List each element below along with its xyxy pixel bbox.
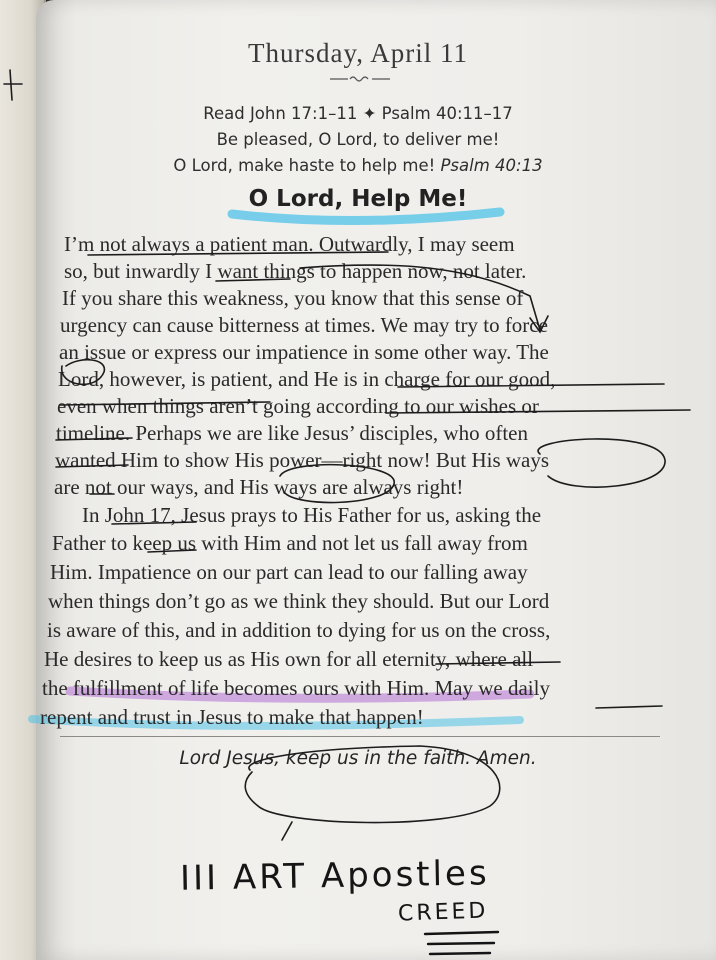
- body-line: I’m not always a patient man. Outwardly, I may seem: [64, 232, 515, 256]
- body-line: so, but inwardly I want things to happen now, not later.: [64, 259, 527, 283]
- body-line: Lord, however, is patient, and He is in charge for our good,: [58, 367, 556, 391]
- body-line: timeline. Perhaps we are like Jesus’ disciples, who often: [56, 421, 528, 445]
- handwritten-note-line-2: CREED: [397, 898, 489, 927]
- devotion-title: O Lord, Help Me!: [248, 186, 468, 212]
- closing-prayer: Lord Jesus, keep us in the faith. Amen.: [179, 748, 537, 769]
- body-line: repent and trust in Jesus to make that happen!: [40, 705, 424, 729]
- body-line: the fulfillment of life becomes ours with Him. May we daily: [42, 676, 550, 700]
- verse-line-2: [0, 156, 716, 175]
- ornament-divider: [330, 74, 390, 84]
- verse-line-1: Be pleased, O Lord, to deliver me!: [216, 130, 500, 149]
- body-line: Him. Impatience on our part can lead to our falling away: [50, 560, 528, 584]
- verse-text: O Lord, make haste to help me!: [173, 156, 436, 175]
- body-line: Father to keep us with Him and not let us fall away from: [52, 531, 528, 555]
- body-line: In John 17, Jesus prays to His Father for us, asking the: [82, 503, 542, 527]
- body-line: an issue or express our impatience in some other way. The: [59, 340, 549, 364]
- body-line: If you share this weakness, you know that this sense of: [62, 286, 524, 310]
- body-line: urgency can cause bitterness at times. We may try to force: [60, 313, 548, 337]
- handwritten-note-line-1: III ART Apostles: [179, 853, 490, 899]
- body-line: wanted Him to show His power—right now! But His ways: [55, 448, 550, 472]
- body-line: are not our ways, and His ways are always right!: [54, 475, 464, 499]
- body-line: even when things aren’t going according to our wishes or: [57, 394, 539, 418]
- verse-reference: Psalm 40:13: [440, 156, 543, 175]
- body-line: is aware of this, and in addition to dying for us on the cross,: [47, 618, 551, 642]
- section-rule: [60, 736, 660, 737]
- body-line: He desires to keep us as His own for all eternity, where all: [44, 647, 534, 671]
- body-line: when things don’t go as we think they should. But our Lord: [48, 589, 550, 613]
- reading-line: Read John 17:1–11 ✦ Psalm 40:11–17: [203, 104, 513, 123]
- date-heading: Thursday, April 11: [248, 38, 468, 68]
